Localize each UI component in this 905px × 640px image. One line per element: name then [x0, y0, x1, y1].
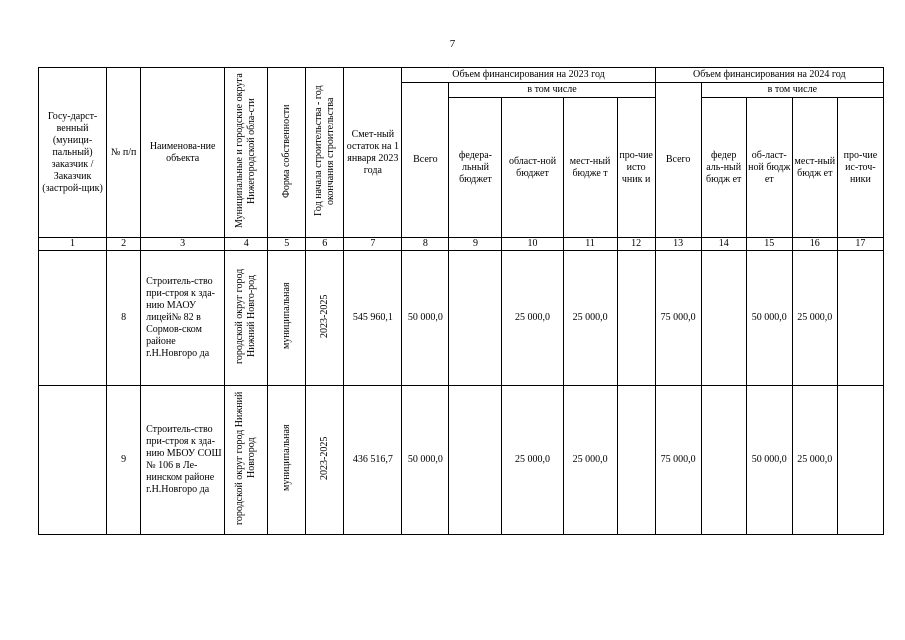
cell-total-2023: 50 000,0: [402, 386, 449, 535]
header-including-2024: в том числе: [701, 83, 883, 98]
cell-customer: [39, 251, 107, 386]
header-customer: Госу-дарст-венный (муници-пальный) заказчик / Заказчик (застрой-щик): [39, 68, 107, 238]
column-number: 2: [107, 238, 141, 251]
header-total-2023: Всего: [402, 83, 449, 238]
header-ownership: Форма собственности: [268, 68, 306, 238]
cell-object-name: Строитель-ство при-строя к зда-нию МАОУ лицей№ 82 в Сормов-ском районе г.Н.Новгоро да: [141, 251, 225, 386]
cell-ownership: муниципальная: [268, 386, 306, 535]
cell-num: 8: [107, 251, 141, 386]
cell-federal-2023: [449, 251, 502, 386]
header-federal-2023: федера-льный бюджет: [449, 98, 502, 238]
table-row: [39, 386, 884, 535]
cell-district: городской округ город Нижний Новгород: [225, 386, 268, 535]
column-number: 9: [449, 238, 502, 251]
header-including-2023: в том числе: [449, 83, 655, 98]
header-total-2024: Всего: [655, 83, 701, 238]
cell-local-2024: 25 000,0: [792, 386, 837, 535]
cell-total-2024: 75 000,0: [655, 251, 701, 386]
header-districts: Муниципальные и городские округа Нижегородской обла-сти: [225, 68, 268, 238]
cell-customer: [39, 386, 107, 535]
cell-num: 9: [107, 386, 141, 535]
column-number: 1: [39, 238, 107, 251]
column-numbers-row: [39, 238, 884, 251]
cell-other-2023: [617, 386, 655, 535]
column-number: 11: [563, 238, 617, 251]
header-local-2023: мест-ный бюдже т: [563, 98, 617, 238]
cell-other-2024: [837, 386, 883, 535]
cell-years: 2023-2025: [306, 251, 344, 386]
cell-ownership: муниципальная: [268, 251, 306, 386]
header-years: Год начала строительства - год окончания строительства: [306, 68, 344, 238]
table-row: [39, 251, 884, 386]
cell-local-2023: 25 000,0: [563, 386, 617, 535]
cell-regional-2024: 50 000,0: [746, 251, 792, 386]
financing-table: [38, 67, 884, 535]
cell-federal-2024: [701, 386, 746, 535]
column-number: 15: [746, 238, 792, 251]
header-funding-2024: Объем финансирования на 2024 год: [655, 68, 883, 83]
header-local-2024: мест-ный бюдж ет: [792, 98, 837, 238]
column-number: 10: [502, 238, 563, 251]
cell-total-2024: 75 000,0: [655, 386, 701, 535]
cell-federal-2023: [449, 386, 502, 535]
column-number: 13: [655, 238, 701, 251]
column-number: 16: [792, 238, 837, 251]
header-object-name: Наименова-ние объекта: [141, 68, 225, 238]
cell-regional-2023: 25 000,0: [502, 251, 563, 386]
cell-estimate-balance: 545 960,1: [344, 251, 402, 386]
cell-local-2024: 25 000,0: [792, 251, 837, 386]
header-federal-2024: федер аль-ный бюдж ет: [701, 98, 746, 238]
column-number: 4: [225, 238, 268, 251]
column-number: 6: [306, 238, 344, 251]
header-regional-2024: об-ласт-ной бюдж ет: [746, 98, 792, 238]
column-number: 5: [268, 238, 306, 251]
column-number: 7: [344, 238, 402, 251]
cell-district: городской округ город Нижний Новго-род: [225, 251, 268, 386]
column-number: 17: [837, 238, 883, 251]
cell-federal-2024: [701, 251, 746, 386]
cell-local-2023: 25 000,0: [563, 251, 617, 386]
cell-regional-2023: 25 000,0: [502, 386, 563, 535]
cell-years: 2023-2025: [306, 386, 344, 535]
header-other-2023: про-чие исто чник и: [617, 98, 655, 238]
cell-total-2023: 50 000,0: [402, 251, 449, 386]
page-number: 7: [449, 38, 456, 50]
cell-object-name: Строитель-ство при-строя к зда-нию МБОУ СОШ № 106 в Ле-нинском районе г.Н.Новгоро да: [141, 386, 225, 535]
header-regional-2023: област-ной бюджет: [502, 98, 563, 238]
column-number: 14: [701, 238, 746, 251]
column-number: 8: [402, 238, 449, 251]
column-number: 3: [141, 238, 225, 251]
header-estimate-balance: Смет-ный остаток на 1 января 2023 года: [344, 68, 402, 238]
cell-other-2024: [837, 251, 883, 386]
cell-regional-2024: 50 000,0: [746, 386, 792, 535]
header-funding-2023: Объем финансирования на 2023 год: [402, 68, 655, 83]
cell-other-2023: [617, 251, 655, 386]
header-other-2024: про-чие ис-точ-ники: [837, 98, 883, 238]
header-num: № п/п: [107, 68, 141, 238]
cell-estimate-balance: 436 516,7: [344, 386, 402, 535]
column-number: 12: [617, 238, 655, 251]
